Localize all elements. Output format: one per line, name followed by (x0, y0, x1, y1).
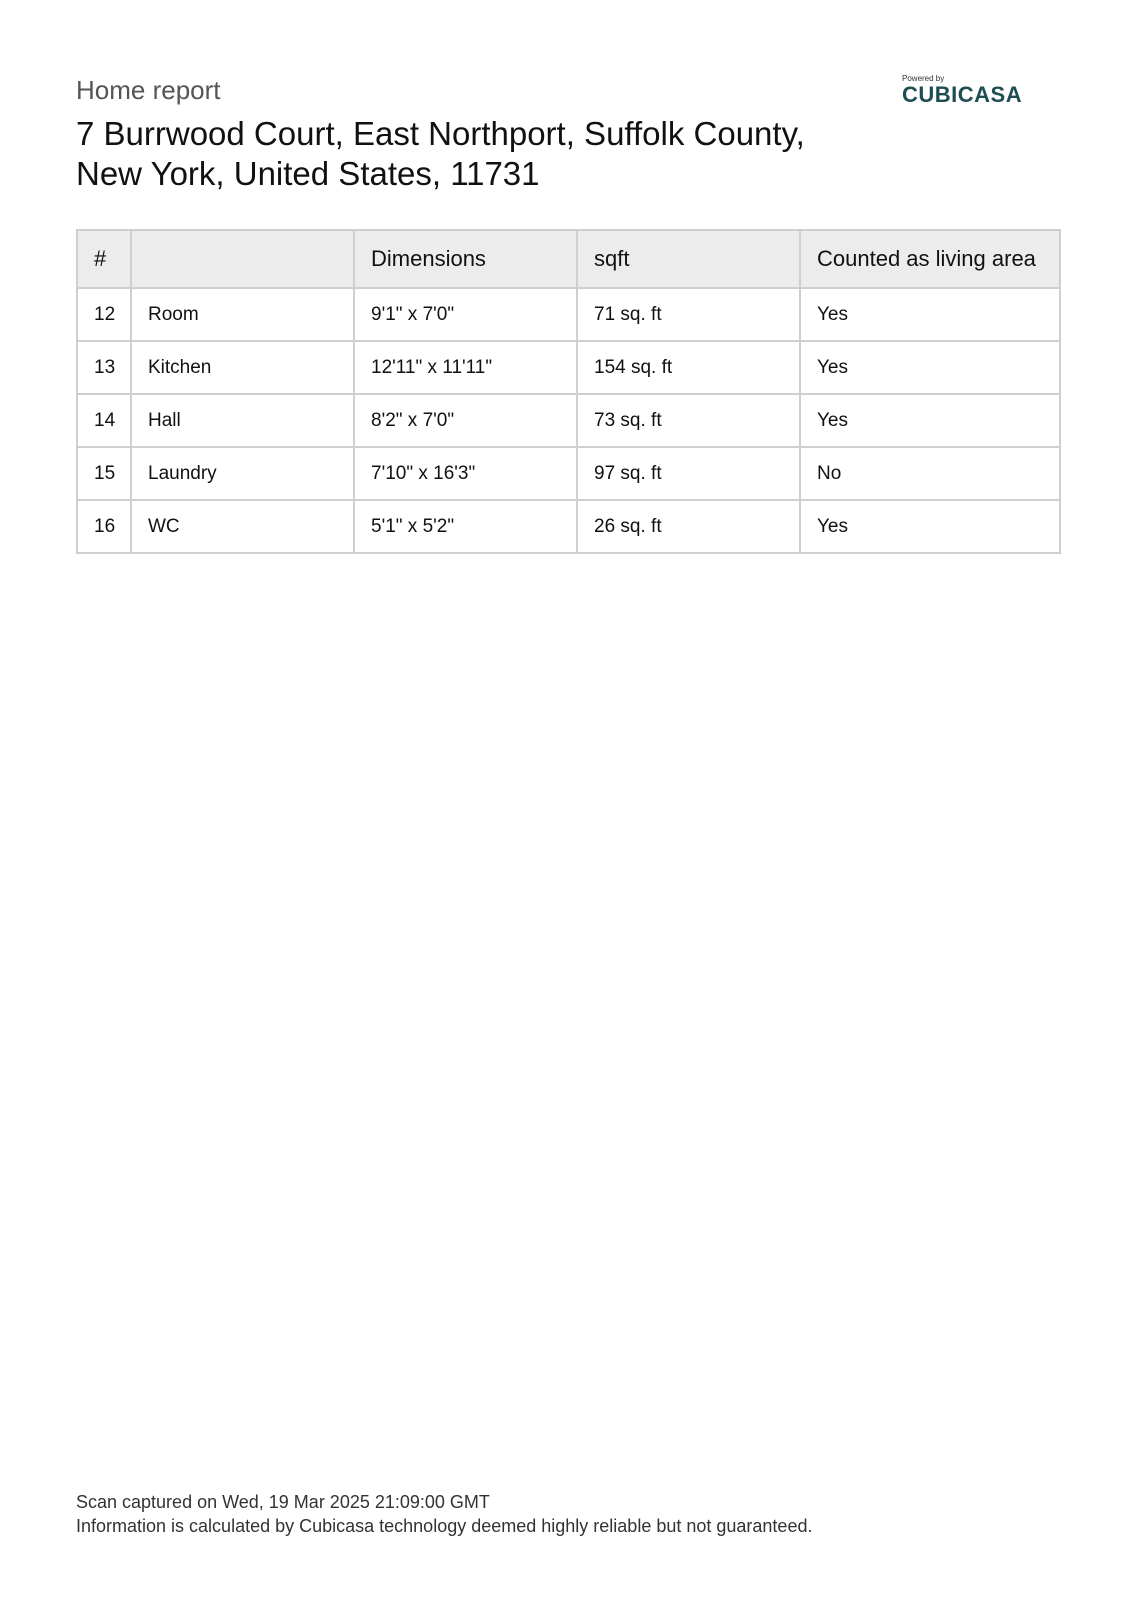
table-row (77, 288, 1060, 341)
rooms-table-header (77, 230, 1060, 288)
header-row (77, 230, 1060, 288)
address-line-1: 7 Burrwood Court, East Northport, Suffolk County, (76, 115, 805, 152)
room-living-area: Yes (800, 394, 1060, 447)
header-dimensions: Dimensions (354, 230, 577, 288)
report-subtitle: Home report (76, 75, 221, 105)
room-dimensions: 7'10" x 16'3" (354, 447, 577, 500)
room-living-area: Yes (800, 341, 1060, 394)
rooms-table (76, 229, 1061, 554)
table-row (77, 341, 1060, 394)
room-living-area: Yes (800, 500, 1060, 553)
room-sqft: 26 sq. ft (577, 500, 800, 553)
room-dimensions: 12'11" x 11'11" (354, 341, 577, 394)
report-footer (76, 1490, 812, 1538)
rooms-table-body (77, 288, 1060, 553)
room-living-area: No (800, 447, 1060, 500)
room-sqft: 73 sq. ft (577, 394, 800, 447)
room-name: WC (131, 500, 354, 553)
cubicasa-logo (902, 74, 1042, 108)
room-number: 12 (77, 288, 131, 341)
room-name: Laundry (131, 447, 354, 500)
room-sqft: 71 sq. ft (577, 288, 800, 341)
property-address (76, 114, 876, 194)
room-name: Room (131, 288, 354, 341)
table-row (77, 447, 1060, 500)
room-sqft: 154 sq. ft (577, 341, 800, 394)
room-number: 14 (77, 394, 131, 447)
cubicasa-wordmark: CUBICASA (902, 82, 1023, 107)
room-name: Kitchen (131, 341, 354, 394)
room-sqft: 97 sq. ft (577, 447, 800, 500)
header-room-name (131, 230, 354, 288)
room-dimensions: 8'2" x 7'0" (354, 394, 577, 447)
table-row (77, 500, 1060, 553)
room-dimensions: 5'1" x 5'2" (354, 500, 577, 553)
address-line-2: New York, United States, 11731 (76, 155, 540, 192)
room-number: 13 (77, 341, 131, 394)
header-number: # (77, 230, 131, 288)
room-dimensions: 9'1" x 7'0" (354, 288, 577, 341)
room-number: 16 (77, 500, 131, 553)
header-sqft: sqft (577, 230, 800, 288)
room-living-area: Yes (800, 288, 1060, 341)
powered-by-label: Powered by (902, 74, 945, 83)
table-row (77, 394, 1060, 447)
room-name: Hall (131, 394, 354, 447)
header-living-area: Counted as living area (800, 230, 1060, 288)
disclaimer-text: Information is calculated by Cubicasa technology deemed highly reliable but not guaranteed. (76, 1516, 813, 1536)
scan-captured-text: Scan captured on Wed, 19 Mar 2025 21:09:00 GMT (76, 1492, 490, 1512)
room-number: 15 (77, 447, 131, 500)
